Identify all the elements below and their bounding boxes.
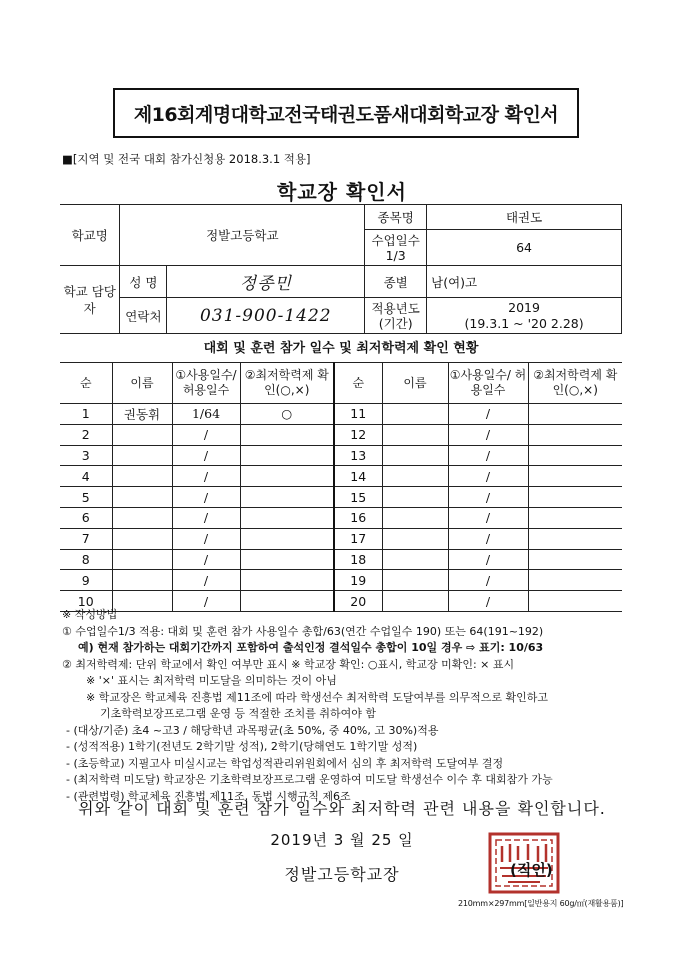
row-no: 9 (60, 570, 112, 591)
note-4a: ※ 학교장은 학교체육 진흥법 제11조에 따라 학생선수 최저학력 도달여부를 의무적으로 확인하고 (86, 690, 548, 704)
row-no: 18 (334, 549, 382, 570)
row-name (112, 507, 172, 528)
row-name (112, 445, 172, 466)
header-no: 순 (334, 363, 382, 404)
row-no: 11 (334, 404, 382, 425)
row-check (240, 487, 334, 508)
table-row (60, 487, 622, 508)
table-row (60, 466, 622, 487)
row-days: / (448, 404, 528, 425)
row-check (240, 445, 334, 466)
row-check (528, 507, 622, 528)
days-value: 64 (427, 230, 622, 266)
row-name (382, 570, 448, 591)
info-table (60, 204, 622, 334)
table-row (60, 424, 622, 445)
note-detail-3: - (초등학교) 지필고사 미실시교는 학업성적관리위원회에서 심의 후 최저학력 도달여부 결정 (66, 756, 504, 770)
school-value: 정발고등학교 (120, 205, 365, 266)
year-cell (427, 298, 622, 334)
header-no: 순 (60, 363, 112, 404)
row-check (528, 466, 622, 487)
row-name (382, 528, 448, 549)
row-name (112, 570, 172, 591)
table-row (60, 570, 622, 591)
row-no: 1 (60, 404, 112, 425)
date-line: 2019년 3 월 25 일 (270, 831, 414, 849)
row-check (528, 549, 622, 570)
table-row (60, 549, 622, 570)
row-check (240, 549, 334, 570)
row-days: / (172, 487, 240, 508)
staff-label: 학교 담당자 (60, 266, 120, 334)
event-value: 태권도 (427, 205, 622, 230)
row-days: / (448, 424, 528, 445)
seal-label: (직인) (510, 861, 553, 879)
note-detail-1: - (대상/기준) 초4 ~고3 / 해당학년 과목평균(초 50%, 중 40%, 고 30%)적용 (66, 723, 439, 737)
table-row (60, 445, 622, 466)
row-name (382, 487, 448, 508)
header-name: 이름 (112, 363, 172, 404)
row-days: / (448, 570, 528, 591)
row-no: 5 (60, 487, 112, 508)
row-check (528, 404, 622, 425)
header-name: 이름 (382, 363, 448, 404)
notes-heading: ※ 작성방법 (62, 608, 118, 621)
main-title: 학교장 확인서 (277, 180, 407, 204)
gender-value: 남(여)고 (427, 266, 622, 298)
period-value: (19.3.1 ~ '20 2.28) (464, 315, 584, 331)
row-days: / (448, 591, 528, 612)
row-check (240, 466, 334, 487)
row-name (382, 549, 448, 570)
row-no: 12 (334, 424, 382, 445)
school-label: 학교명 (60, 205, 120, 266)
row-name (112, 549, 172, 570)
row-name (382, 404, 448, 425)
row-check (528, 487, 622, 508)
row-name (382, 424, 448, 445)
table-row (60, 404, 622, 425)
note-1b: 예) 현재 참가하는 대회기간까지 포함하여 출석인정 결석일수 총합이 10일 경우 ⇨ 표기: 10/63 (78, 641, 544, 654)
name-value: 정종민 (167, 266, 365, 298)
row-no: 20 (334, 591, 382, 612)
document-title: 제16회계명대학교전국태권도품새대회학교장 확인서 (133, 103, 559, 126)
note-detail-2: - (성적적용) 1학기(전년도 2학기말 성적), 2학기(당해연도 1학기말 성적) (66, 740, 418, 753)
row-check (240, 570, 334, 591)
header-check: ②최저학력제 확인(○,×) (240, 363, 334, 404)
document-title-box (113, 88, 579, 138)
row-days: / (448, 487, 528, 508)
header-check: ②최저학력제 확인(○,×) (528, 363, 622, 404)
row-no: 13 (334, 445, 382, 466)
row-days: / (172, 466, 240, 487)
note-3: ※ '×' 표시는 최저학력 미도달을 의미하는 것이 아님 (86, 674, 337, 687)
row-no: 17 (334, 528, 382, 549)
note-2: ② 최저학력제: 단위 학교에서 확인 여부만 표시 ※ 학교장 확인: ○표시, 학교장 미확인: × 표시 (62, 657, 515, 671)
row-days: / (448, 466, 528, 487)
year-label: 적용년도 (기간) (365, 298, 427, 334)
row-name (112, 487, 172, 508)
row-no: 2 (60, 424, 112, 445)
row-no: 6 (60, 507, 112, 528)
row-days: 1/64 (172, 404, 240, 425)
row-days: / (448, 549, 528, 570)
contact-value: 031-900-1422 (167, 298, 365, 334)
row-no: 8 (60, 549, 112, 570)
paper-spec: 210mm×297mm[일반용지 60g/㎡(재활용품)] (458, 899, 624, 908)
row-name (382, 466, 448, 487)
row-name (382, 445, 448, 466)
row-days: / (172, 591, 240, 612)
principal-name: 정발고등학교장 (284, 865, 400, 884)
row-days: / (172, 528, 240, 549)
row-days: / (172, 570, 240, 591)
note-1a: ① 수업일수1/3 적용: 대회 및 훈련 참가 사용일수 총합/63(연간 수업일수 190) 또는 64(191~192) (62, 624, 544, 638)
name-label: 성 명 (120, 266, 167, 298)
row-check (528, 424, 622, 445)
row-name (382, 507, 448, 528)
row-check (240, 424, 334, 445)
row-no: 4 (60, 466, 112, 487)
row-no: 15 (334, 487, 382, 508)
notes (62, 607, 642, 805)
row-no: 10 (60, 591, 112, 612)
row-days: / (172, 507, 240, 528)
participation-heading: 대회 및 훈련 참가 일수 및 최저학력제 확인 현황 (203, 341, 479, 356)
row-name (112, 466, 172, 487)
row-days: / (172, 549, 240, 570)
row-days: / (448, 445, 528, 466)
header-days: ①사용일수/ 허용일수 (448, 363, 528, 404)
table-row (60, 528, 622, 549)
apply-note: ■[지역 및 전국 대회 참가신청용 2018.3.1 적용] (62, 152, 311, 166)
participation-table (60, 362, 622, 612)
note-4b: 기초학력보장프로그램 운영 등 적절한 조치를 취하여야 함 (100, 707, 377, 720)
row-name: 권동휘 (112, 404, 172, 425)
row-no: 3 (60, 445, 112, 466)
contact-label: 연락처 (120, 298, 167, 334)
table-header (60, 363, 622, 404)
table-row (60, 507, 622, 528)
gender-label: 종별 (365, 266, 427, 298)
row-check (528, 445, 622, 466)
header-days: ①사용일수/ 허용일수 (172, 363, 240, 404)
note-detail-4: - (최저학력 미도달) 학교장은 기초학력보장프로그램 운영하여 미도달 학생선수 이수 후 대회참가 가능 (66, 773, 553, 786)
year-value: 2019 (508, 299, 540, 315)
row-name (112, 424, 172, 445)
confirm-text: 위와 같이 대회 및 훈련 참가 일수와 최저학력 관련 내용을 확인합니다. (78, 799, 606, 818)
row-days: / (172, 445, 240, 466)
row-name (112, 528, 172, 549)
row-check (240, 507, 334, 528)
row-check (528, 570, 622, 591)
row-check (240, 528, 334, 549)
row-no: 16 (334, 507, 382, 528)
row-no: 7 (60, 528, 112, 549)
row-no: 14 (334, 466, 382, 487)
days-label: 수업일수 1/3 (365, 230, 427, 266)
row-no: 19 (334, 570, 382, 591)
row-days: / (448, 507, 528, 528)
event-label: 종목명 (365, 205, 427, 230)
note-detail-5: - (관련법령) 학교체육 진흥법 제11조, 동법 시행규칙 제6조 (66, 789, 351, 803)
row-check (528, 528, 622, 549)
row-days: / (172, 424, 240, 445)
row-days: / (448, 528, 528, 549)
row-check: ○ (240, 404, 334, 425)
